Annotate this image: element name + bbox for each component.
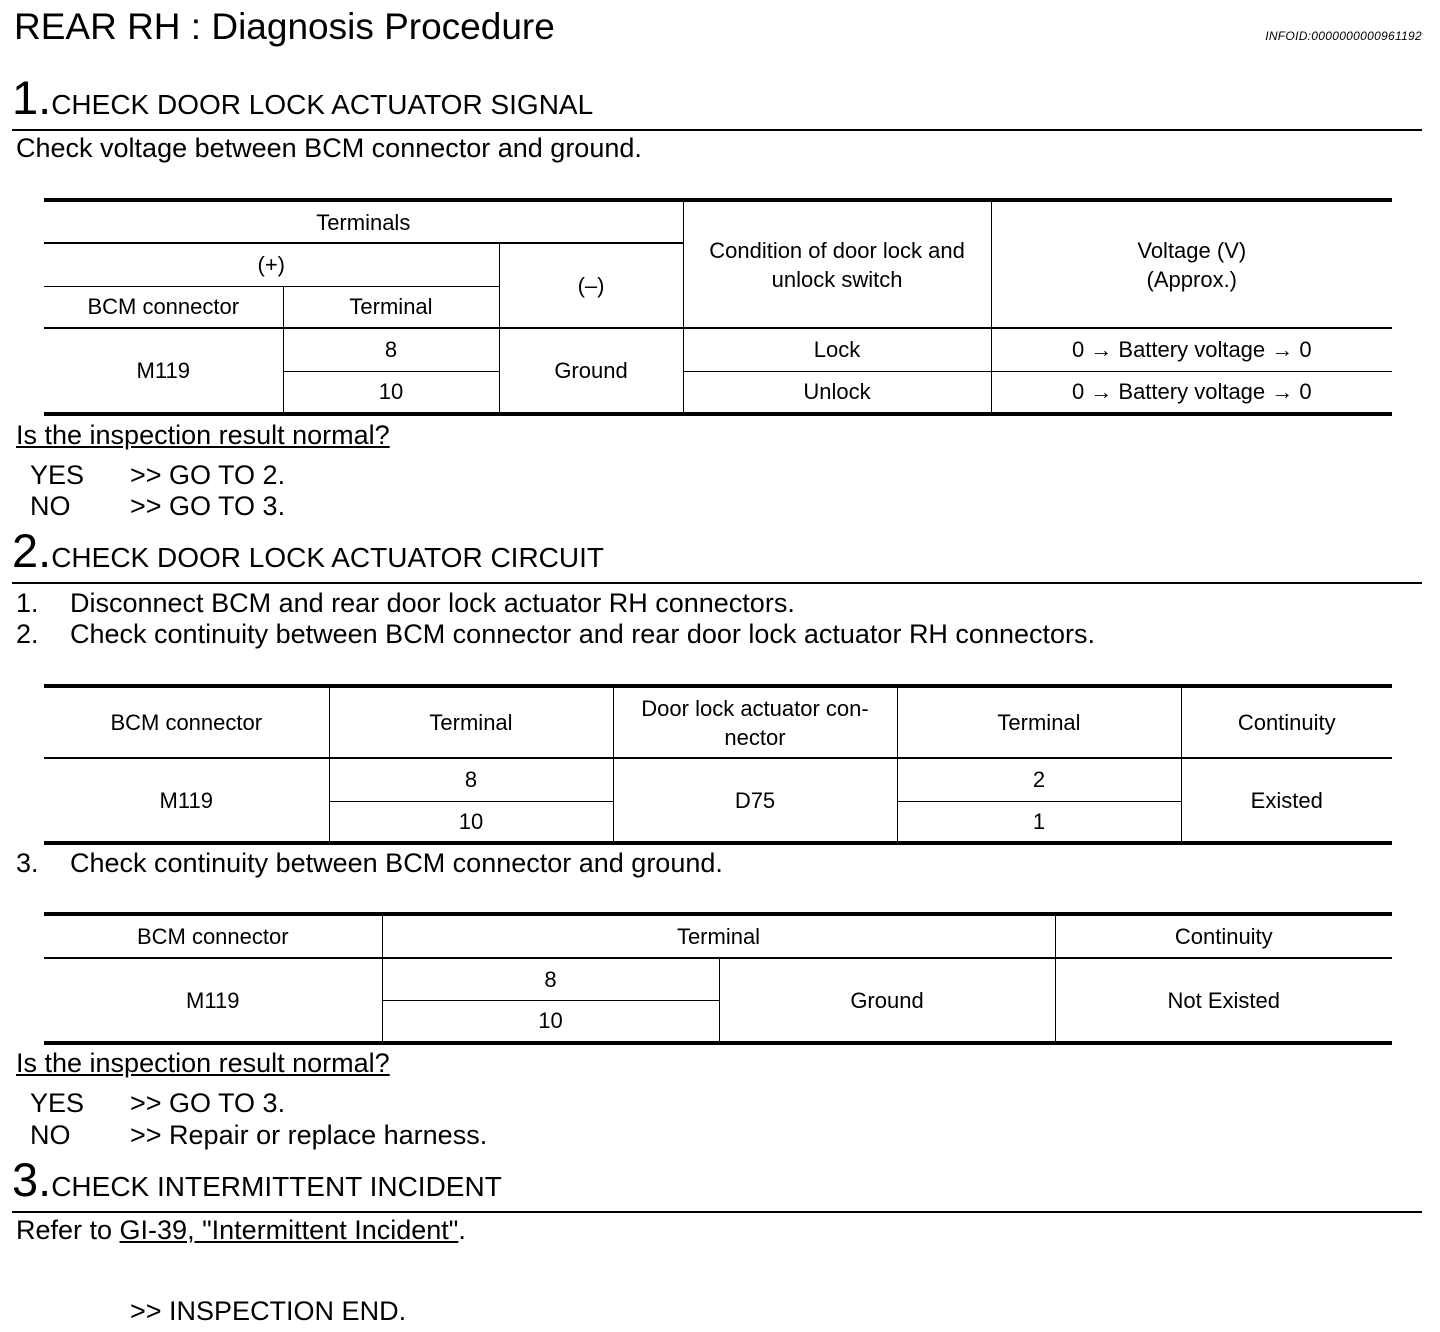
step-1-divider — [12, 129, 1422, 131]
step-3-divider — [12, 1211, 1422, 1213]
step-2-heading — [12, 523, 604, 578]
step-2-item-1-text: Disconnect BCM and rear door lock actuator RH connectors. — [70, 588, 795, 618]
terminals-header: Terminals — [44, 200, 683, 243]
step-2-item-3-number: 3. — [16, 848, 39, 878]
step-3-title: CHECK INTERMITTENT INCIDENT — [51, 1171, 502, 1202]
step-3-heading — [12, 1152, 502, 1207]
info-id: INFOID:0000000000961192 — [1265, 29, 1422, 43]
terminal-cell: 10 — [382, 1000, 719, 1043]
step-2-question: Is the inspection result normal? — [16, 1048, 390, 1078]
bcm-connector-cell: M119 — [44, 758, 329, 843]
minus-header: (–) — [499, 243, 683, 328]
step-1-heading — [12, 70, 593, 125]
terminal-header: Terminal — [382, 914, 1055, 958]
terminal-cell: 1 — [897, 801, 1181, 843]
bcm-connector-header: BCM connector — [44, 914, 382, 958]
step-2-divider — [12, 582, 1422, 584]
step-1-no-action[interactable]: >> GO TO 3. — [130, 491, 286, 521]
step-2-item-2-text: Check continuity between BCM connector and rear door lock actuator RH connectors. — [70, 619, 1096, 649]
terminal-cell: 8 — [329, 758, 613, 801]
terminal-cell: 10 — [329, 801, 613, 843]
step-2-item-2-number: 2. — [16, 619, 39, 649]
continuity-actuator-table — [44, 684, 1392, 845]
inspection-end: >> INSPECTION END. — [130, 1296, 407, 1326]
step-1-instruction: Check voltage between BCM connector and ground. — [16, 133, 642, 163]
ground-cell: Ground — [719, 958, 1055, 1043]
step-1-yes-label: YES — [30, 460, 85, 490]
continuity-header: Continuity — [1055, 914, 1392, 958]
condition-header: Condition of door lock and unlock switch — [683, 200, 991, 328]
step-1-no-label: NO — [30, 491, 71, 521]
condition-cell: Unlock — [683, 371, 991, 414]
voltage-header: Voltage (V) (Approx.) — [991, 200, 1392, 328]
step-2-number: 2. — [12, 524, 52, 577]
terminal-cell: 8 — [283, 328, 499, 371]
step-1-number: 1. — [12, 71, 52, 124]
step-2-item-1-number: 1. — [16, 588, 39, 618]
bcm-connector-header: BCM connector — [44, 286, 283, 328]
step-2-title: CHECK DOOR LOCK ACTUATOR CIRCUIT — [51, 542, 604, 573]
refer-suffix: . — [458, 1215, 466, 1245]
step-3-refer — [16, 1215, 466, 1246]
terminal-cell: 2 — [897, 758, 1181, 801]
plus-header: (+) — [44, 243, 499, 286]
condition-cell: Lock — [683, 328, 991, 371]
continuity-cell: Existed — [1181, 758, 1392, 843]
terminal-header: Terminal — [897, 686, 1181, 758]
voltage-cell: 0 → Battery voltage → 0 — [991, 328, 1392, 371]
actuator-connector-cell: D75 — [613, 758, 897, 843]
terminal-header: Terminal — [283, 286, 499, 328]
step-2-yes-action[interactable]: >> GO TO 3. — [130, 1088, 286, 1118]
refer-prefix: Refer to — [16, 1215, 120, 1245]
step-2-yes-label: YES — [30, 1088, 85, 1118]
continuity-header: Continuity — [1181, 686, 1392, 758]
step-1-title: CHECK DOOR LOCK ACTUATOR SIGNAL — [51, 89, 594, 120]
step-2-item-3-text: Check continuity between BCM connector and ground. — [70, 848, 723, 878]
step-1-yes-action[interactable]: >> GO TO 2. — [130, 460, 286, 490]
step-2-no-action: >> Repair or replace harness. — [130, 1120, 488, 1150]
terminal-cell: 10 — [283, 371, 499, 414]
terminal-header: Terminal — [329, 686, 613, 758]
bcm-connector-cell: M119 — [44, 328, 283, 414]
step-1-question: Is the inspection result normal? — [16, 420, 390, 450]
bcm-connector-cell: M119 — [44, 958, 382, 1043]
terminal-cell: 8 — [382, 958, 719, 1000]
ground-cell: Ground — [499, 328, 683, 414]
continuity-cell: Not Existed — [1055, 958, 1392, 1043]
page-title: REAR RH : Diagnosis Procedure — [14, 6, 555, 47]
gi-39-link[interactable]: GI-39, "Intermittent Incident" — [119, 1215, 459, 1245]
continuity-ground-table — [44, 912, 1392, 1045]
step-2-no-label: NO — [30, 1120, 71, 1150]
bcm-connector-header: BCM connector — [44, 686, 329, 758]
voltage-cell: 0 → Battery voltage → 0 — [991, 371, 1392, 414]
actuator-connector-header: Door lock actuator con- nector — [613, 686, 897, 758]
step-3-number: 3. — [12, 1153, 52, 1206]
voltage-check-table — [44, 198, 1392, 416]
